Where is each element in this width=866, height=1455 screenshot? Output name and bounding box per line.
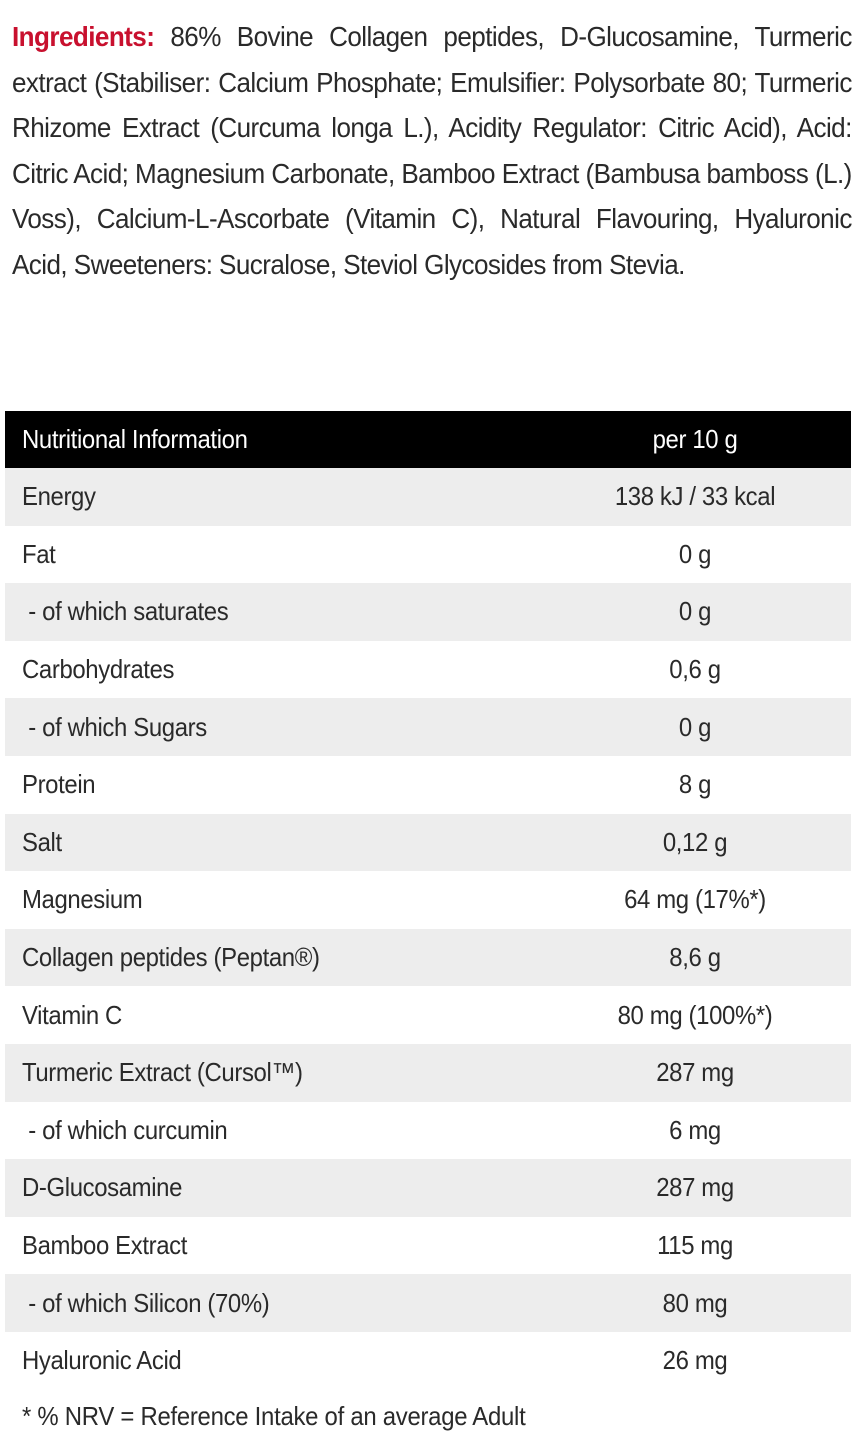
row-value: 0 g bbox=[678, 538, 712, 569]
table-row bbox=[5, 641, 851, 699]
table-row bbox=[5, 871, 851, 929]
row-value: 0 g bbox=[678, 711, 712, 742]
table-row bbox=[5, 1332, 851, 1390]
row-value: 80 mg (100%*) bbox=[617, 999, 773, 1030]
row-name: Salt bbox=[22, 826, 62, 857]
row-value: 0,12 g bbox=[662, 826, 728, 857]
ingredients-text: 86% Bovine Collagen peptides, D-Glucosamine, Turmeric extract (Stabiliser: Calcium Phosphate; Emulsifier: Polysorbate 80; Turmeric Rhizome Extract (Curcuma longa L.), Acidity Regulator: Citric Acid), Acid: Citric Acid; Magnesium Carbonate, Bamboo Extract (Bambusa bamboss (L.) Voss), Calcium-L-Ascorbate (Vitamin C), Natural Flavouring, Hyaluronic Acid, Sweeteners: Sucralose, Steviol Glycosides from Stevia. bbox=[12, 21, 852, 280]
table-row bbox=[5, 1274, 851, 1332]
row-name: Energy bbox=[22, 481, 96, 512]
table-row bbox=[5, 929, 851, 987]
row-value: 287 mg bbox=[656, 1172, 734, 1203]
table-row bbox=[5, 526, 851, 584]
row-value: 0,6 g bbox=[669, 654, 721, 685]
row-name: Bamboo Extract bbox=[22, 1230, 188, 1261]
table-row bbox=[5, 468, 851, 526]
row-value: 115 mg bbox=[657, 1230, 733, 1261]
table-row bbox=[5, 986, 851, 1044]
row-name: Carbohydrates bbox=[22, 654, 175, 685]
row-name: Protein bbox=[22, 769, 96, 800]
row-name: - of which Sugars bbox=[22, 711, 207, 742]
header-value: per 10 g bbox=[652, 424, 738, 454]
table-row bbox=[5, 698, 851, 756]
row-name: Hyaluronic Acid bbox=[22, 1345, 182, 1376]
table-row bbox=[5, 1217, 851, 1275]
row-name: Fat bbox=[22, 538, 56, 569]
table-row bbox=[5, 1159, 851, 1217]
row-value: 6 mg bbox=[669, 1114, 721, 1145]
row-value: 8,6 g bbox=[669, 942, 721, 973]
row-value: 138 kJ / 33 kcal bbox=[614, 481, 776, 512]
row-name: Collagen peptides (Peptan®) bbox=[22, 942, 320, 973]
header-name: Nutritional Information bbox=[22, 424, 248, 454]
nrv-footnote: * % NRV = Reference Intake of an average Adult bbox=[22, 1401, 526, 1431]
row-value: 26 mg bbox=[662, 1345, 728, 1376]
nutrition-table-header bbox=[5, 411, 851, 468]
row-name: - of which Silicon (70%) bbox=[22, 1287, 270, 1318]
table-row bbox=[5, 1044, 851, 1102]
row-value: 80 mg bbox=[662, 1287, 728, 1318]
ingredients-paragraph bbox=[12, 14, 852, 287]
nutrition-table bbox=[5, 411, 851, 1390]
table-row bbox=[5, 814, 851, 872]
row-name: - of which curcumin bbox=[22, 1114, 228, 1145]
row-name: - of which saturates bbox=[22, 596, 229, 627]
table-row bbox=[5, 1102, 851, 1160]
ingredients-label: Ingredients: bbox=[12, 21, 155, 52]
row-value: 8 g bbox=[678, 769, 712, 800]
table-row bbox=[5, 583, 851, 641]
row-value: 287 mg bbox=[656, 1057, 734, 1088]
row-name: Vitamin C bbox=[22, 999, 122, 1030]
row-value: 64 mg (17%*) bbox=[624, 884, 766, 915]
row-name: Magnesium bbox=[22, 884, 143, 915]
row-value: 0 g bbox=[678, 596, 712, 627]
row-name: Turmeric Extract (Cursol™) bbox=[22, 1057, 303, 1088]
row-name: D-Glucosamine bbox=[22, 1172, 183, 1203]
table-row bbox=[5, 756, 851, 814]
